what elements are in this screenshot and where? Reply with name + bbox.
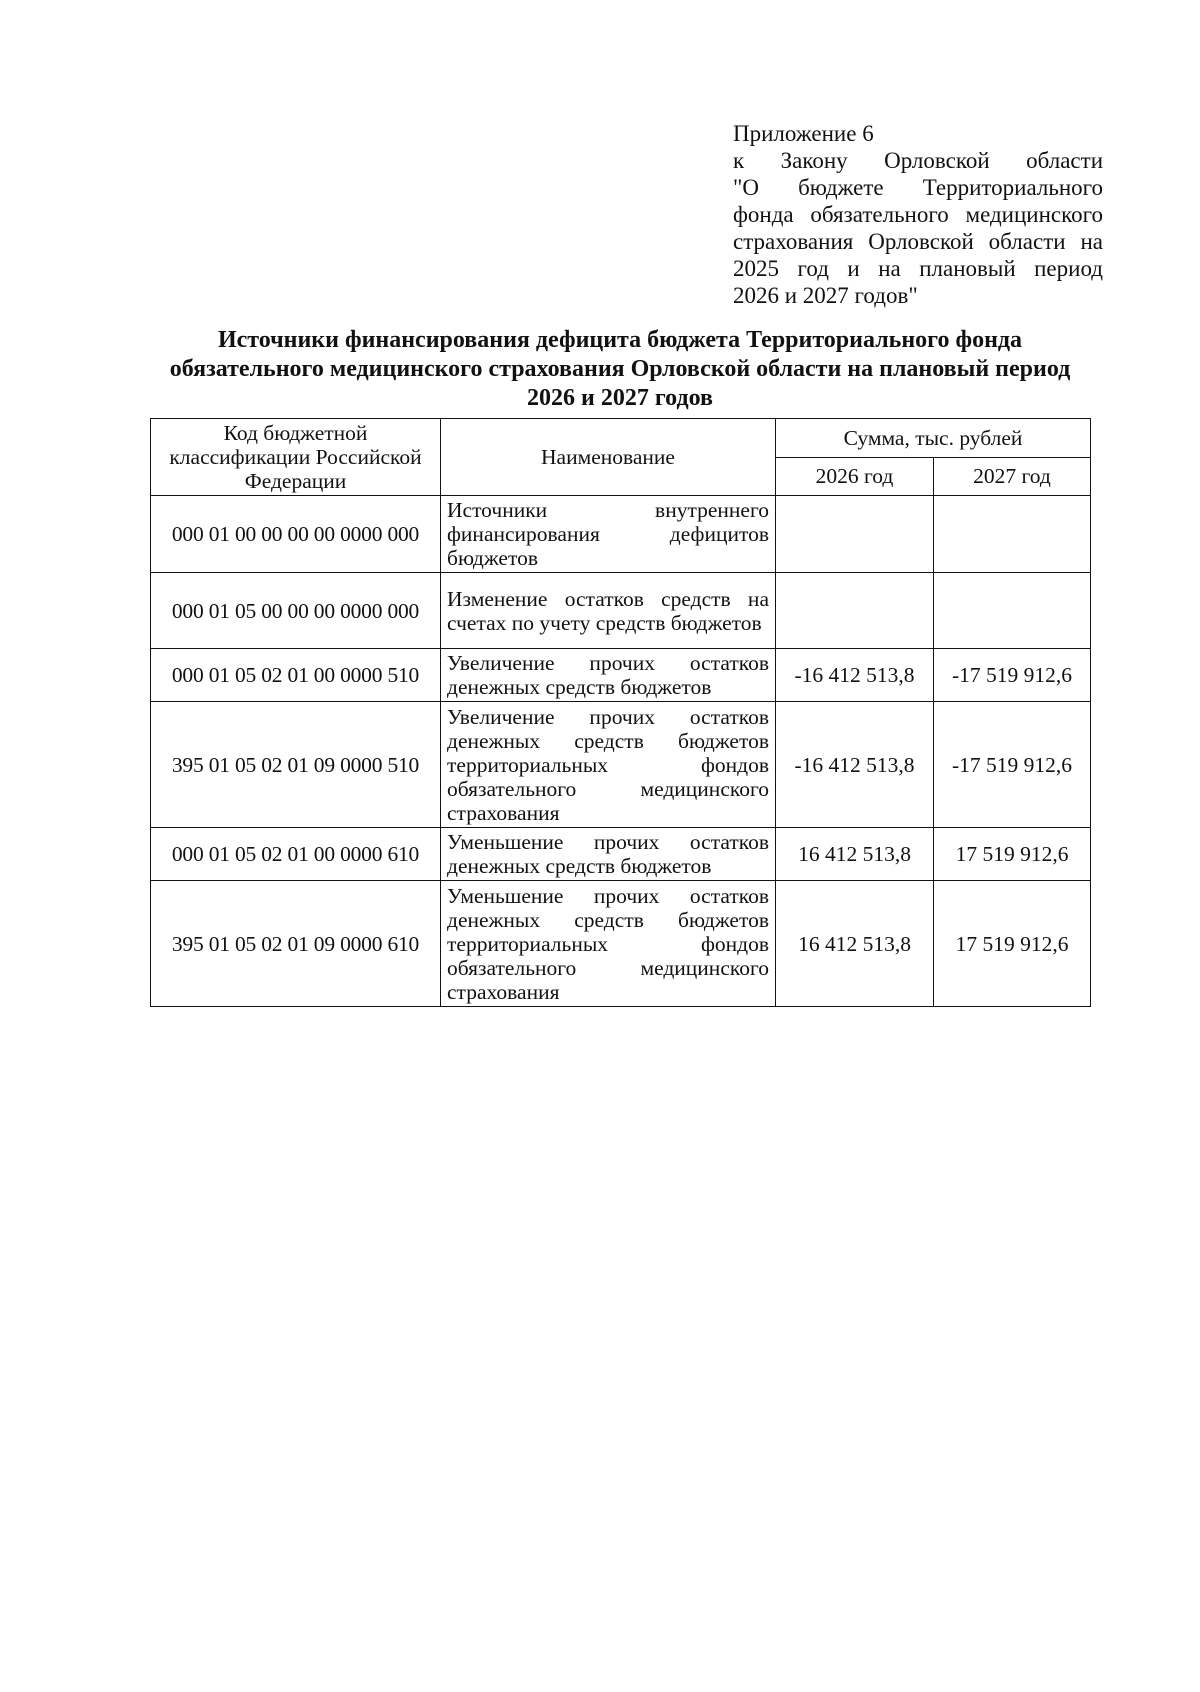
header-name: Наименование [441, 419, 776, 496]
annex-line: 2026 и 2027 годов" [733, 283, 918, 308]
row-value-2027: 17 519 912,6 [934, 828, 1091, 881]
annex-line: "О бюджете Территориального [733, 175, 1103, 200]
row-code: 000 01 05 02 01 00 0000 610 [151, 828, 441, 881]
annex-line: страхования Орловской области на [733, 229, 1103, 254]
row-value-2026 [776, 573, 934, 649]
table-header-row [151, 419, 1091, 458]
row-code: 395 01 05 02 01 09 0000 610 [151, 881, 441, 1007]
row-code: 000 01 05 00 00 00 0000 000 [151, 573, 441, 649]
row-value-2026: -16 412 513,8 [776, 702, 934, 828]
header-year-2027: 2027 год [934, 457, 1091, 496]
row-value-2026: -16 412 513,8 [776, 649, 934, 702]
table-row [151, 828, 1091, 881]
row-value-2027: 17 519 912,6 [934, 881, 1091, 1007]
row-name: Увеличение прочих остатков денежных средств бюджетов [441, 649, 776, 702]
row-value-2027: -17 519 912,6 [934, 702, 1091, 828]
row-name: Уменьшение прочих остатков денежных средств бюджетов [441, 828, 776, 881]
row-name: Источники внутреннего финансирования дефицитов бюджетов [441, 496, 776, 573]
document-title: Источники финансирования дефицита бюджета Территориального фонда обязательного медицинского страхования Орловской области на плановый период 2026 и 2027 годов [169, 327, 1071, 411]
annex-line: к Закону Орловской области [733, 148, 1103, 173]
annex-header [733, 120, 1103, 309]
table-row [151, 649, 1091, 702]
table-row [151, 881, 1091, 1007]
row-code: 000 01 00 00 00 00 0000 000 [151, 496, 441, 573]
row-value-2026 [776, 496, 934, 573]
row-name: Увеличение прочих остатков денежных средств бюджетов территориальных фондов обязательного медицинского страхования [441, 702, 776, 828]
annex-title: Приложение 6 [733, 121, 874, 146]
row-value-2027 [934, 573, 1091, 649]
table-row [151, 496, 1091, 573]
row-value-2026: 16 412 513,8 [776, 881, 934, 1007]
row-code: 395 01 05 02 01 09 0000 510 [151, 702, 441, 828]
annex-line: 2025 год и на плановый период [733, 256, 1103, 281]
row-name: Уменьшение прочих остатков денежных средств бюджетов территориальных фондов обязательного медицинского страхования [441, 881, 776, 1007]
row-code: 000 01 05 02 01 00 0000 510 [151, 649, 441, 702]
annex-line: фонда обязательного медицинского [733, 202, 1103, 227]
financing-sources-table [150, 418, 1091, 1007]
header-year-2026: 2026 год [776, 457, 934, 496]
row-value-2027: -17 519 912,6 [934, 649, 1091, 702]
header-code: Код бюджетной классификации Российской Федерации [151, 419, 441, 496]
row-value-2026: 16 412 513,8 [776, 828, 934, 881]
row-name: Изменение остатков средств на счетах по учету средств бюджетов [441, 573, 776, 649]
row-value-2027 [934, 496, 1091, 573]
table-row [151, 573, 1091, 649]
header-sum: Сумма, тыс. рублей [776, 419, 1091, 458]
table-row [151, 702, 1091, 828]
